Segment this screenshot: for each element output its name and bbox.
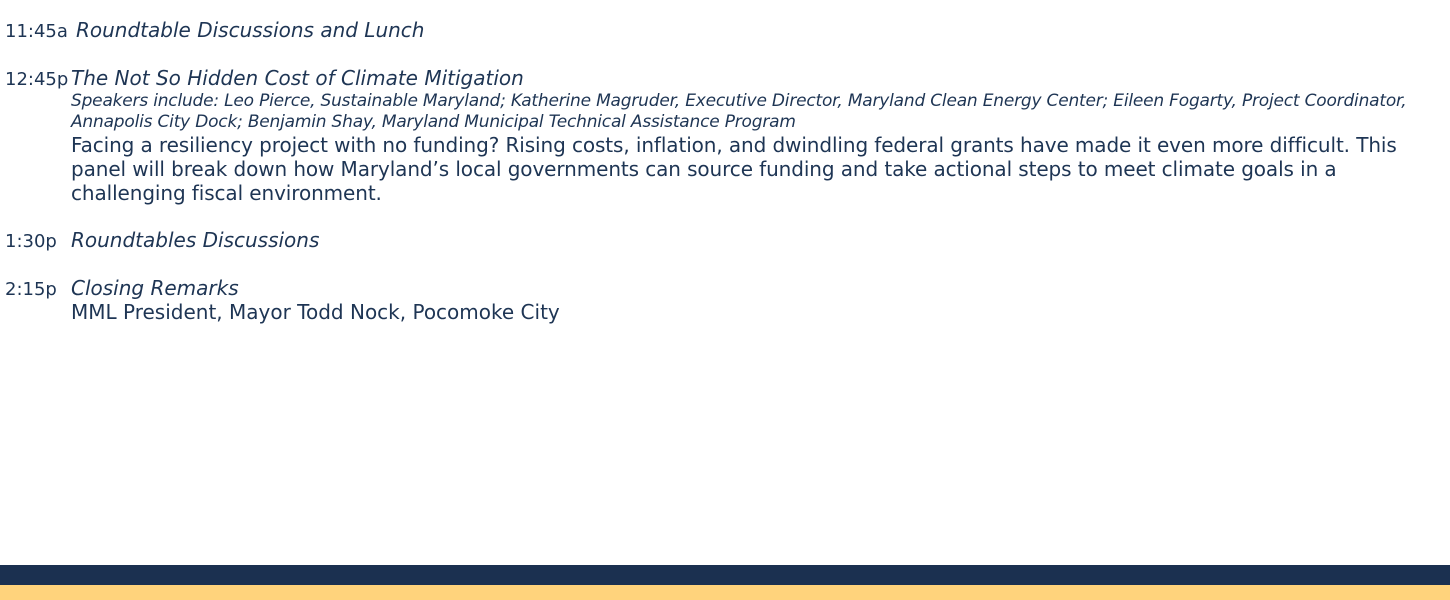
- footer-gold-band: [0, 585, 1450, 600]
- session-body: [71, 276, 1445, 324]
- session-body: [76, 18, 1445, 42]
- session-time: 1:30p: [5, 231, 57, 252]
- agenda-list: [5, 18, 1445, 324]
- agenda-item: [5, 18, 1445, 66]
- session-description: Facing a resiliency project with no funding? Rising costs, inflation, and dwindling federal grants have made it even more difficult. This panel will break down how Maryland’s local governments can source funding and take actional steps to meet climate goals in a challenging fiscal environment.: [71, 133, 1397, 205]
- session-title: Closing Remarks: [71, 276, 239, 300]
- session-body: [71, 66, 1445, 205]
- session-time: 2:15p: [5, 279, 57, 300]
- agenda-item: [5, 276, 1445, 324]
- agenda-item: [5, 66, 1445, 228]
- session-body: [71, 228, 1445, 252]
- session-subtitle: MML President, Mayor Todd Nock, Pocomoke City: [71, 300, 560, 324]
- session-title: The Not So Hidden Cost of Climate Mitigation: [71, 66, 524, 90]
- session-time: 11:45a: [5, 21, 68, 42]
- session-time: 12:45p: [5, 69, 69, 90]
- session-title: Roundtables Discussions: [71, 228, 320, 252]
- session-speakers: Speakers include: Leo Pierce, Sustainable Maryland; Katherine Magruder, Executive Director, Maryland Clean Energy Center; Eileen Fogarty, Project Coordinator, Annapolis City Dock; Benjamin Shay, Maryland Municipal Technical Assistance Program: [71, 91, 1407, 132]
- agenda-item: [5, 228, 1445, 276]
- session-title: Roundtable Discussions and Lunch: [76, 18, 425, 42]
- footer-navy-band: [0, 565, 1450, 585]
